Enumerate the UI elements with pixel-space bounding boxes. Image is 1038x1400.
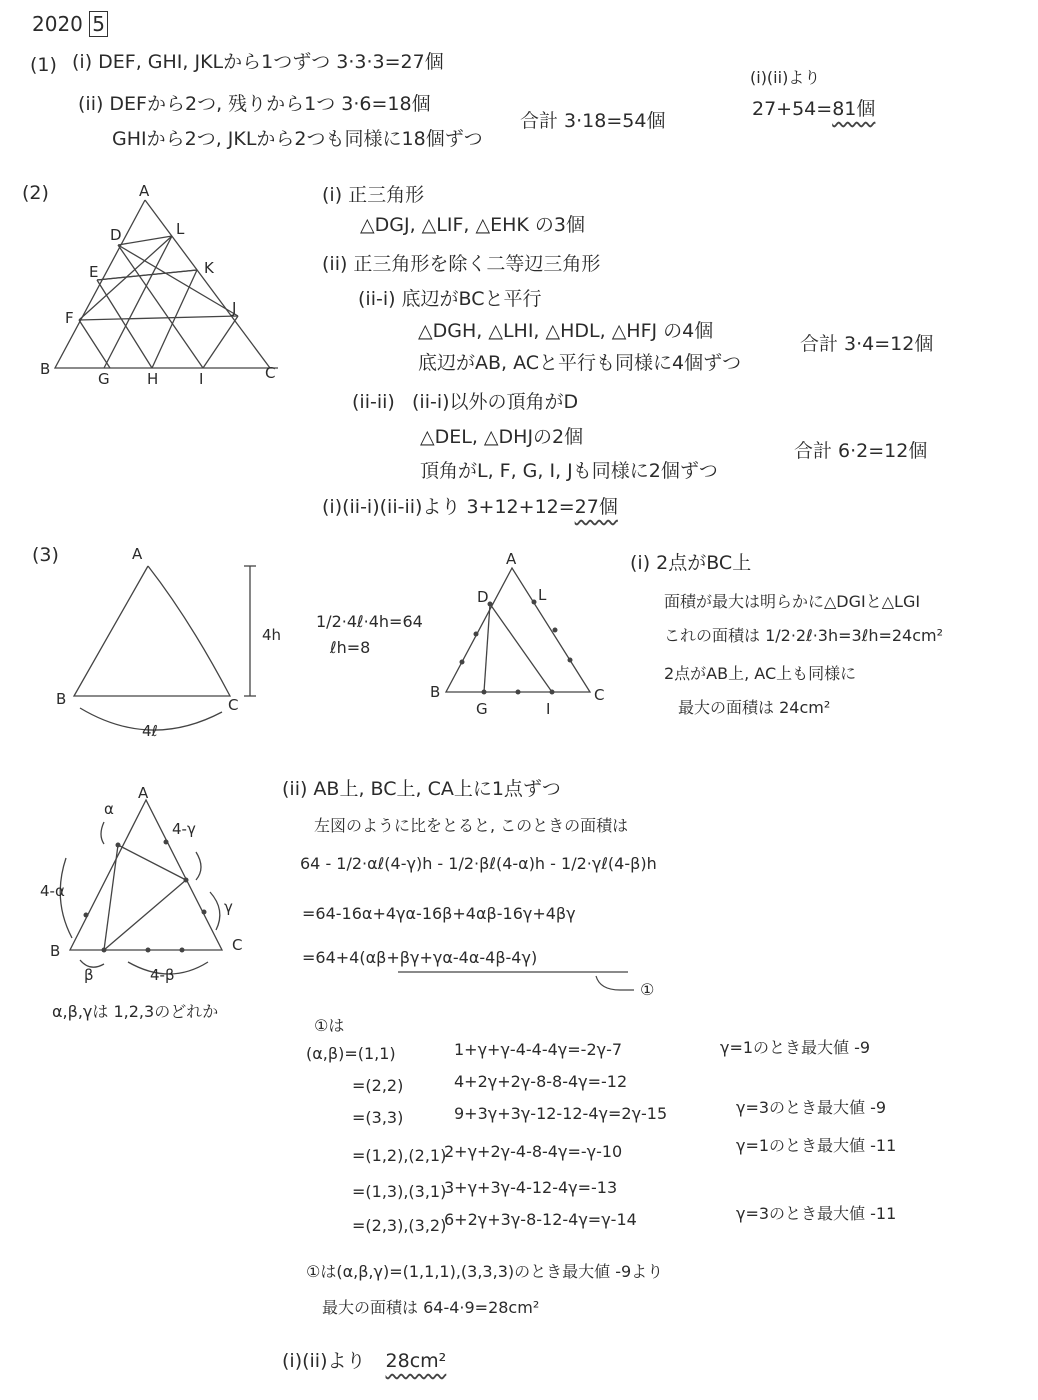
case-lhs: =(1,3),(3,1) [352, 1182, 447, 1201]
part2-ii-i-same: 底辺がAB, ACと平行も同様に4個ずつ [418, 352, 742, 374]
fig2-label-I: I [199, 370, 204, 388]
case-lhs: (α,β)=(1,1) [306, 1044, 396, 1063]
part2-ii-i-title: (ii-i) 底辺がBCと平行 [358, 288, 542, 310]
case-note: γ=3のとき最大値 -9 [736, 1098, 887, 1117]
fig3c-alpha: α [104, 800, 114, 818]
case-lhs: =(3,3) [352, 1108, 404, 1127]
part1-line-ii: (ii) DEFから2つ, 残りから1つ 3·6=18個 [78, 93, 431, 115]
fig2-label-C: C [265, 364, 276, 382]
part2-ii-i-list: △DGH, △LHI, △HDL, △HFJ の4個 [418, 320, 714, 342]
part3-circle-1: ① [640, 980, 655, 999]
part3-number: (3) [32, 544, 59, 566]
part3-i-l3: 2点がAB上, AC上も同様に [664, 664, 857, 683]
part2-answer: 27個 [574, 496, 618, 518]
part3-i-l4: 最大の面積は 24cm² [678, 698, 831, 717]
fig3c-label-A: A [138, 784, 149, 802]
part3-final [282, 1352, 446, 1371]
fig2-label-L: L [176, 220, 185, 238]
fig3c-4-beta: 4-β [150, 966, 175, 984]
part1-line-ii-b: GHIから2つ, JKLから2つも同様に18個ずつ [112, 128, 483, 150]
part3-ii-l1: 左図のように比をとると, このときの面積は [314, 816, 629, 835]
case-expr: 9+3γ+3γ-12-12-4γ=2γ-15 [454, 1104, 668, 1123]
part3-final-answer: 28cm² [385, 1350, 447, 1372]
part2-number: (2) [22, 182, 49, 204]
part2-i-title: (i) 正三角形 [322, 184, 425, 206]
part1-answer: 81個 [832, 98, 876, 120]
part2-i-list: △DGJ, △LIF, △EHK の3個 [360, 214, 585, 236]
part2-conclusion-text: (i)(ii-i)(ii-ii)より 3+12+12= [322, 496, 575, 518]
part3-ii-title: (ii) AB上, BC上, CA上に1点ずつ [282, 778, 561, 800]
fig3a-label-B: B [56, 690, 67, 708]
part1-line-i: (i) DEF, GHI, JKLから1つずつ 3·3·3=27個 [72, 51, 444, 73]
fig3c-label-C: C [232, 936, 243, 954]
fig3c-4-alpha: 4-α [40, 882, 65, 900]
case-note: γ=1のとき最大値 -9 [720, 1038, 871, 1057]
part3-ii-l2: 64 - 1/2·αℓ(4-γ)h - 1/2·βℓ(4-α)h - 1/2·γℓ(4-β)h [300, 854, 657, 873]
year: 2020 [32, 12, 83, 36]
fig3a-height-label: 4h [262, 626, 282, 644]
part3-calc1: 1/2·4ℓ·4h=64 [316, 612, 423, 631]
part2-ii-ii-same: 頂角がL, F, G, I, Jも同様に2個ずつ [420, 460, 718, 482]
fig2-label-B: B [40, 360, 51, 378]
fig3c-label-B: B [50, 942, 61, 960]
fig3a-base-label: 4ℓ [142, 722, 158, 740]
fig3c-gamma: γ [224, 898, 233, 916]
part3-final-pre: (i)(ii)より [282, 1350, 366, 1372]
part2-ii-ii-sub: (ii-i)以外の頂角がD [412, 391, 579, 413]
fig3b-label-L: L [538, 586, 547, 604]
case-expr: 2+γ+2γ-4-8-4γ=-γ-10 [444, 1142, 623, 1161]
fig2-label-J: J [232, 299, 237, 317]
part2-ii-i-total: 合計 3·4=12個 [800, 333, 934, 355]
part2-ii-title: (ii) 正三角形を除く二等辺三角形 [322, 253, 601, 275]
case-lhs: =(2,3),(3,2) [352, 1216, 447, 1235]
fig3b-label-G: G [476, 700, 488, 718]
part1-answer-expr: 27+54= [752, 98, 833, 120]
fig3b-label-C: C [594, 686, 605, 704]
fig2-label-A: A [139, 182, 150, 200]
case-note: γ=1のとき最大値 -11 [736, 1136, 897, 1155]
fig2-label-K: K [204, 259, 214, 277]
part3-i-title: (i) 2点がBC上 [630, 552, 752, 574]
part3-summary: ①は(α,β,γ)=(1,1,1),(3,3,3)のとき最大値 -9より [306, 1262, 664, 1281]
part3-ii-l3: =64-16α+4γα-16β+4αβ-16γ+4βγ [302, 904, 576, 923]
fig3c-caption: α,β,γは 1,2,3のどれか [52, 1002, 219, 1021]
part3-i-l2: これの面積は 1/2·2ℓ·3h=3ℓh=24cm² [664, 626, 944, 645]
fig3b-label-I: I [546, 700, 551, 718]
fig3a-label-C: C [228, 696, 239, 714]
fig2-label-F: F [65, 309, 74, 327]
part1-number: (1) [30, 54, 57, 76]
problem-number: 5 [89, 11, 108, 37]
part3-i-l1: 面積が最大は明らかに△DGIと△LGI [664, 592, 921, 611]
fig2-label-G: G [98, 370, 110, 388]
part1-total: 合計 3·18=54個 [520, 110, 666, 132]
case-expr: 6+2γ+3γ-8-12-4γ=γ-14 [444, 1210, 637, 1229]
case-lhs: =(1,2),(2,1) [352, 1146, 447, 1165]
fig2-label-E: E [89, 263, 99, 281]
part3-one-is: ①は [314, 1016, 345, 1035]
case-expr: 4+2γ+2γ-8-8-4γ=-12 [454, 1072, 628, 1091]
fig2-label-D: D [110, 226, 122, 244]
fig3c-4-gamma: 4-γ [172, 820, 196, 838]
fig3c-beta: β [84, 966, 94, 984]
case-note: γ=3のとき最大値 -11 [736, 1204, 897, 1223]
fig3b-label-D: D [477, 588, 489, 606]
fig3a-label-A: A [132, 545, 143, 563]
part3-calc2: ℓh=8 [330, 638, 371, 657]
part1-from: (i)(ii)より [750, 68, 821, 87]
case-expr: 3+γ+3γ-4-12-4γ=-13 [444, 1178, 618, 1197]
case-expr: 1+γ+γ-4-4-4γ=-2γ-7 [454, 1040, 623, 1059]
case-lhs: =(2,2) [352, 1076, 404, 1095]
part3-max-area: 最大の面積は 64-4·9=28cm² [322, 1298, 540, 1317]
fig2-label-H: H [147, 370, 159, 388]
fig3b-label-A: A [506, 550, 517, 568]
fig3b-label-B: B [430, 683, 441, 701]
part3-ii-l4: =64+4(αβ+βγ+γα-4α-4β-4γ) [302, 948, 538, 967]
part2-ii-ii-total: 合計 6·2=12個 [794, 440, 928, 462]
part2-ii-ii-title: (ii-ii) [352, 391, 395, 413]
part2-ii-ii-list: △DEL, △DHJの2個 [420, 426, 584, 448]
